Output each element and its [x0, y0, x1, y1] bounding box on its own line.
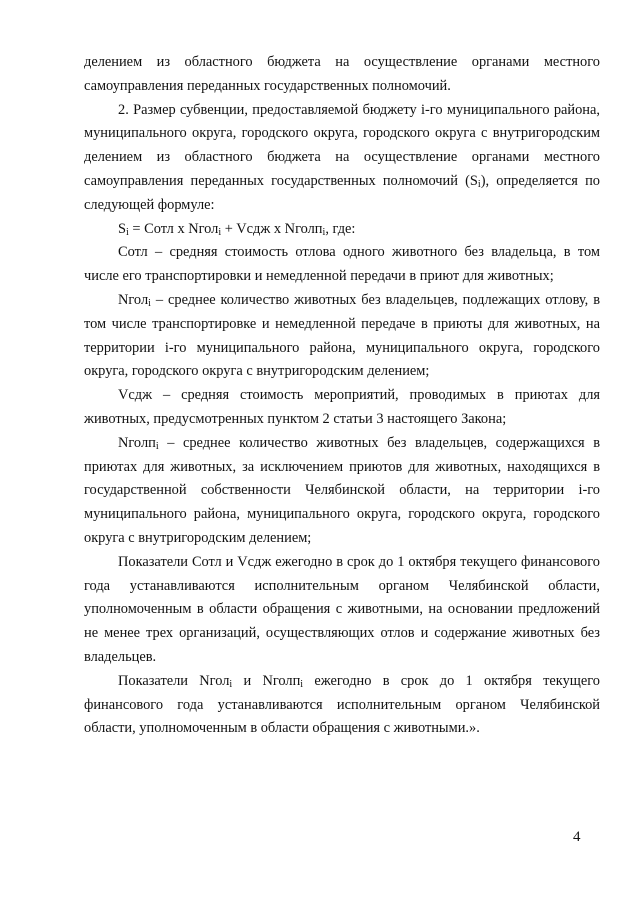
paragraph-text: Cотл – средняя стоимость отлова одного животного без владельца, в том числе его транспортировки и немедленной передачи в приют для животных;: [84, 244, 600, 285]
term: Nголп: [118, 434, 156, 451]
definition-vsdzh: [84, 384, 600, 432]
definition-ngolp: [84, 432, 600, 551]
paragraph-text: Показатели Cотл и Vсдж ежегодно в срок до 1 октября текущего финансового года устанавливаются исполнительным органом Челябинской области, уполномоченным в области обращения с животными, на основании предложений не менее трех организаций, осуществляющих отлов и содержание животных без владельцев.: [84, 553, 600, 665]
paragraph-text: – среднее количество животных без владельцев, содержащихся в приютах для животных, за исключением приютов для животных, находящихся в государственной собственности Челябинской области, на территории i-го муниципального района, муниципального округа, городского округа, городского округа с внутригородским делением;: [84, 434, 600, 546]
paragraph-text: и Nголп: [232, 672, 301, 689]
definition-ngol: [84, 289, 600, 384]
definition-cotl: [84, 241, 600, 289]
paragraph-text: ), определяется по следующей формуле:: [84, 172, 600, 213]
subscript: i: [322, 226, 326, 238]
subscript: i: [477, 178, 481, 190]
subscript: i: [155, 440, 159, 452]
paragraph-indicators-cotl-vsdzh: [84, 551, 600, 670]
formula-part: S: [118, 220, 127, 237]
paragraph-text: 2. Размер субвенции, предоставляемой бюджету i-го муниципального района, муниципального округа, городского округа, городского округа с внутригородским делением из областного бюджета на осуществление органами местного самоуправления переданных государственных полномочий (S: [84, 101, 600, 189]
paragraph-text: – среднее количество животных без владельцев, подлежащих отлову, в том числе транспортировке и немедленной передаче в приюты для животных, на территории i-го муниципального района, муниципального округа, городского округа, городского округа с внутригородским делением;: [84, 291, 600, 380]
subscript: i: [126, 226, 129, 238]
page-number: 4: [573, 829, 581, 845]
paragraph-indicators-ngol: [84, 670, 600, 741]
paragraph-continuation: [84, 51, 600, 99]
formula: [84, 218, 600, 242]
subscript: i: [300, 678, 304, 690]
paragraph-text: Vсдж – средняя стоимость мероприятий, проводимых в приютах для животных, предусмотренных пунктом 2 статьи 3 настоящего Закона;: [84, 387, 600, 427]
subscript: i: [218, 226, 222, 238]
paragraph-text: Показатели Nгол: [118, 672, 230, 689]
subscript: i: [229, 678, 233, 690]
formula-part: = Cотл x Nгол: [128, 220, 219, 237]
document-body: [84, 51, 600, 741]
term: Nгол: [118, 291, 149, 308]
paragraph-subvention-size: [84, 99, 600, 218]
formula-part: , где:: [325, 220, 356, 237]
formula-part: + Vсдж x Nголп: [221, 220, 323, 237]
paragraph-text: делением из областного бюджета на осуществление органами местного самоуправления переданных государственных полномочий.: [84, 54, 600, 94]
paragraph-text: ежегодно в срок до 1 октября текущего финансового года устанавливаются исполнительным органом Челябинской области, уполномоченным в области обращения с животными.».: [84, 672, 601, 737]
subscript: i: [148, 297, 151, 309]
